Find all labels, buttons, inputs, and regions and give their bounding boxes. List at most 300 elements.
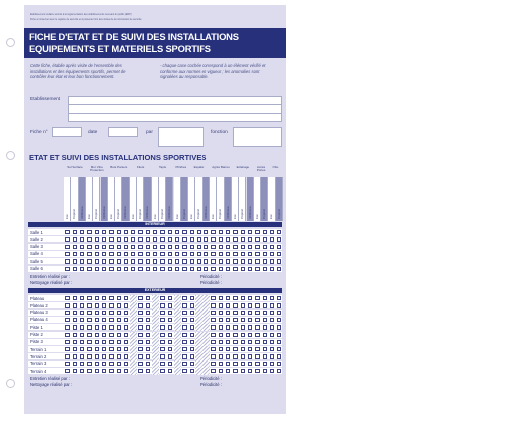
checkbox[interactable] xyxy=(80,245,84,249)
checkbox[interactable] xyxy=(124,340,128,344)
checkbox[interactable] xyxy=(95,252,99,256)
checkbox[interactable] xyxy=(146,354,150,358)
checkbox[interactable] xyxy=(270,311,274,315)
checkbox[interactable] xyxy=(168,303,172,307)
checkbox[interactable] xyxy=(95,303,99,307)
checkbox[interactable] xyxy=(109,237,113,241)
checkbox[interactable] xyxy=(95,230,99,234)
checkbox[interactable] xyxy=(146,333,150,337)
checkbox[interactable] xyxy=(124,296,128,300)
checkbox[interactable] xyxy=(160,369,164,373)
checkbox[interactable] xyxy=(233,369,237,373)
checkbox[interactable] xyxy=(109,296,113,300)
checkbox[interactable] xyxy=(190,325,194,329)
checkbox[interactable] xyxy=(109,245,113,249)
checkbox[interactable] xyxy=(95,318,99,322)
checkbox[interactable] xyxy=(175,245,179,249)
checkbox[interactable] xyxy=(73,259,77,263)
checkbox[interactable] xyxy=(277,347,281,351)
checkbox[interactable] xyxy=(117,318,121,322)
checkbox[interactable] xyxy=(95,325,99,329)
checkbox[interactable] xyxy=(109,354,113,358)
checkbox[interactable] xyxy=(95,237,99,241)
checkbox[interactable] xyxy=(263,259,267,263)
checkbox[interactable] xyxy=(109,369,113,373)
checkbox[interactable] xyxy=(102,237,106,241)
checkbox[interactable] xyxy=(102,259,106,263)
checkbox[interactable] xyxy=(80,311,84,315)
checkbox[interactable] xyxy=(270,340,274,344)
checkbox[interactable] xyxy=(190,237,194,241)
checkbox[interactable] xyxy=(146,252,150,256)
checkbox[interactable] xyxy=(138,230,142,234)
checkbox[interactable] xyxy=(219,340,223,344)
checkbox[interactable] xyxy=(124,333,128,337)
checkbox[interactable] xyxy=(146,369,150,373)
checkbox[interactable] xyxy=(255,311,259,315)
checkbox[interactable] xyxy=(168,245,172,249)
checkbox[interactable] xyxy=(160,296,164,300)
checkbox[interactable] xyxy=(102,318,106,322)
checkbox[interactable] xyxy=(226,347,230,351)
checkbox[interactable] xyxy=(226,259,230,263)
checkbox[interactable] xyxy=(160,325,164,329)
checkbox[interactable] xyxy=(263,311,267,315)
checkbox[interactable] xyxy=(146,296,150,300)
checkbox[interactable] xyxy=(87,318,91,322)
checkbox[interactable] xyxy=(124,252,128,256)
checkbox[interactable] xyxy=(233,296,237,300)
checkbox[interactable] xyxy=(204,252,208,256)
checkbox[interactable] xyxy=(248,237,252,241)
checkbox[interactable] xyxy=(211,230,215,234)
checkbox[interactable] xyxy=(102,230,106,234)
checkbox[interactable] xyxy=(204,245,208,249)
checkbox[interactable] xyxy=(241,259,245,263)
checkbox[interactable] xyxy=(160,267,164,271)
checkbox[interactable] xyxy=(233,325,237,329)
checkbox[interactable] xyxy=(270,296,274,300)
checkbox[interactable] xyxy=(138,267,142,271)
checkbox[interactable] xyxy=(138,354,142,358)
checkbox[interactable] xyxy=(168,325,172,329)
checkbox[interactable] xyxy=(146,303,150,307)
checkbox[interactable] xyxy=(241,333,245,337)
checkbox[interactable] xyxy=(270,259,274,263)
checkbox[interactable] xyxy=(153,230,157,234)
checkbox[interactable] xyxy=(270,354,274,358)
checkbox[interactable] xyxy=(190,318,194,322)
checkbox[interactable] xyxy=(241,252,245,256)
checkbox[interactable] xyxy=(65,267,69,271)
checkbox[interactable] xyxy=(255,259,259,263)
checkbox[interactable] xyxy=(95,267,99,271)
checkbox[interactable] xyxy=(248,347,252,351)
checkbox[interactable] xyxy=(117,311,121,315)
checkbox[interactable] xyxy=(255,354,259,358)
checkbox[interactable] xyxy=(219,259,223,263)
checkbox[interactable] xyxy=(263,303,267,307)
fonction-field[interactable] xyxy=(233,127,282,147)
checkbox[interactable] xyxy=(168,354,172,358)
checkbox[interactable] xyxy=(190,340,194,344)
checkbox[interactable] xyxy=(241,237,245,241)
checkbox[interactable] xyxy=(219,325,223,329)
checkbox[interactable] xyxy=(226,267,230,271)
checkbox[interactable] xyxy=(109,311,113,315)
checkbox[interactable] xyxy=(73,237,77,241)
checkbox[interactable] xyxy=(190,252,194,256)
checkbox[interactable] xyxy=(219,333,223,337)
checkbox[interactable] xyxy=(117,333,121,337)
checkbox[interactable] xyxy=(102,325,106,329)
checkbox[interactable] xyxy=(117,362,121,366)
checkbox[interactable] xyxy=(131,252,135,256)
checkbox[interactable] xyxy=(182,259,186,263)
checkbox[interactable] xyxy=(65,237,69,241)
checkbox[interactable] xyxy=(109,333,113,337)
checkbox[interactable] xyxy=(160,311,164,315)
checkbox[interactable] xyxy=(117,252,121,256)
checkbox[interactable] xyxy=(168,259,172,263)
checkbox[interactable] xyxy=(102,340,106,344)
checkbox[interactable] xyxy=(190,347,194,351)
checkbox[interactable] xyxy=(226,318,230,322)
checkbox[interactable] xyxy=(248,296,252,300)
checkbox[interactable] xyxy=(109,230,113,234)
checkbox[interactable] xyxy=(219,347,223,351)
checkbox[interactable] xyxy=(277,369,281,373)
checkbox[interactable] xyxy=(117,245,121,249)
checkbox[interactable] xyxy=(255,333,259,337)
checkbox[interactable] xyxy=(270,252,274,256)
checkbox[interactable] xyxy=(182,311,186,315)
checkbox[interactable] xyxy=(190,267,194,271)
checkbox[interactable] xyxy=(219,296,223,300)
checkbox[interactable] xyxy=(124,230,128,234)
checkbox[interactable] xyxy=(153,259,157,263)
checkbox[interactable] xyxy=(197,252,201,256)
checkbox[interactable] xyxy=(255,230,259,234)
checkbox[interactable] xyxy=(190,362,194,366)
checkbox[interactable] xyxy=(160,245,164,249)
checkbox[interactable] xyxy=(175,252,179,256)
checkbox[interactable] xyxy=(255,369,259,373)
checkbox[interactable] xyxy=(263,237,267,241)
checkbox[interactable] xyxy=(117,296,121,300)
checkbox[interactable] xyxy=(138,347,142,351)
checkbox[interactable] xyxy=(211,311,215,315)
checkbox[interactable] xyxy=(95,311,99,315)
checkbox[interactable] xyxy=(182,237,186,241)
checkbox[interactable] xyxy=(109,259,113,263)
checkbox[interactable] xyxy=(65,303,69,307)
checkbox[interactable] xyxy=(73,230,77,234)
checkbox[interactable] xyxy=(211,325,215,329)
checkbox[interactable] xyxy=(182,325,186,329)
checkbox[interactable] xyxy=(80,303,84,307)
checkbox[interactable] xyxy=(95,347,99,351)
checkbox[interactable] xyxy=(87,267,91,271)
checkbox[interactable] xyxy=(131,237,135,241)
checkbox[interactable] xyxy=(255,362,259,366)
checkbox[interactable] xyxy=(277,230,281,234)
checkbox[interactable] xyxy=(226,325,230,329)
checkbox[interactable] xyxy=(87,362,91,366)
checkbox[interactable] xyxy=(270,267,274,271)
checkbox[interactable] xyxy=(160,333,164,337)
checkbox[interactable] xyxy=(219,303,223,307)
checkbox[interactable] xyxy=(248,267,252,271)
checkbox[interactable] xyxy=(87,340,91,344)
checkbox[interactable] xyxy=(117,303,121,307)
checkbox[interactable] xyxy=(73,318,77,322)
par-field[interactable] xyxy=(158,127,204,147)
checkbox[interactable] xyxy=(87,369,91,373)
checkbox[interactable] xyxy=(160,340,164,344)
checkbox[interactable] xyxy=(182,303,186,307)
checkbox[interactable] xyxy=(131,230,135,234)
checkbox[interactable] xyxy=(138,237,142,241)
checkbox[interactable] xyxy=(204,267,208,271)
checkbox[interactable] xyxy=(270,325,274,329)
checkbox[interactable] xyxy=(233,333,237,337)
checkbox[interactable] xyxy=(146,230,150,234)
checkbox[interactable] xyxy=(73,296,77,300)
checkbox[interactable] xyxy=(226,369,230,373)
checkbox[interactable] xyxy=(277,267,281,271)
checkbox[interactable] xyxy=(87,333,91,337)
checkbox[interactable] xyxy=(168,340,172,344)
checkbox[interactable] xyxy=(211,303,215,307)
checkbox[interactable] xyxy=(248,303,252,307)
checkbox[interactable] xyxy=(131,267,135,271)
checkbox[interactable] xyxy=(241,354,245,358)
checkbox[interactable] xyxy=(160,252,164,256)
checkbox[interactable] xyxy=(168,362,172,366)
checkbox[interactable] xyxy=(263,296,267,300)
checkbox[interactable] xyxy=(95,333,99,337)
checkbox[interactable] xyxy=(80,340,84,344)
checkbox[interactable] xyxy=(233,311,237,315)
checkbox[interactable] xyxy=(182,347,186,351)
checkbox[interactable] xyxy=(95,369,99,373)
checkbox[interactable] xyxy=(270,318,274,322)
checkbox[interactable] xyxy=(73,245,77,249)
checkbox[interactable] xyxy=(124,303,128,307)
checkbox[interactable] xyxy=(277,296,281,300)
checkbox[interactable] xyxy=(80,362,84,366)
checkbox[interactable] xyxy=(219,267,223,271)
checkbox[interactable] xyxy=(263,245,267,249)
checkbox[interactable] xyxy=(80,237,84,241)
checkbox[interactable] xyxy=(248,245,252,249)
checkbox[interactable] xyxy=(270,347,274,351)
checkbox[interactable] xyxy=(226,252,230,256)
checkbox[interactable] xyxy=(182,245,186,249)
checkbox[interactable] xyxy=(263,340,267,344)
checkbox[interactable] xyxy=(211,369,215,373)
checkbox[interactable] xyxy=(87,354,91,358)
checkbox[interactable] xyxy=(211,347,215,351)
checkbox[interactable] xyxy=(248,369,252,373)
checkbox[interactable] xyxy=(138,333,142,337)
checkbox[interactable] xyxy=(263,347,267,351)
checkbox[interactable] xyxy=(255,325,259,329)
checkbox[interactable] xyxy=(87,237,91,241)
date-field[interactable] xyxy=(108,127,138,137)
checkbox[interactable] xyxy=(190,245,194,249)
checkbox[interactable] xyxy=(255,303,259,307)
checkbox[interactable] xyxy=(65,259,69,263)
checkbox[interactable] xyxy=(241,347,245,351)
checkbox[interactable] xyxy=(168,347,172,351)
checkbox[interactable] xyxy=(153,237,157,241)
checkbox[interactable] xyxy=(138,296,142,300)
checkbox[interactable] xyxy=(182,362,186,366)
checkbox[interactable] xyxy=(270,245,274,249)
checkbox[interactable] xyxy=(73,267,77,271)
checkbox[interactable] xyxy=(109,340,113,344)
checkbox[interactable] xyxy=(168,318,172,322)
checkbox[interactable] xyxy=(263,230,267,234)
checkbox[interactable] xyxy=(233,362,237,366)
checkbox[interactable] xyxy=(182,354,186,358)
checkbox[interactable] xyxy=(219,318,223,322)
checkbox[interactable] xyxy=(241,296,245,300)
checkbox[interactable] xyxy=(95,259,99,263)
checkbox[interactable] xyxy=(204,259,208,263)
checkbox[interactable] xyxy=(270,362,274,366)
checkbox[interactable] xyxy=(160,347,164,351)
checkbox[interactable] xyxy=(117,230,121,234)
checkbox[interactable] xyxy=(138,245,142,249)
checkbox[interactable] xyxy=(102,362,106,366)
checkbox[interactable] xyxy=(109,318,113,322)
checkbox[interactable] xyxy=(138,362,142,366)
checkbox[interactable] xyxy=(124,259,128,263)
checkbox[interactable] xyxy=(146,237,150,241)
checkbox[interactable] xyxy=(277,354,281,358)
checkbox[interactable] xyxy=(168,267,172,271)
checkbox[interactable] xyxy=(233,252,237,256)
checkbox[interactable] xyxy=(138,369,142,373)
checkbox[interactable] xyxy=(65,245,69,249)
checkbox[interactable] xyxy=(65,333,69,337)
checkbox[interactable] xyxy=(241,340,245,344)
checkbox[interactable] xyxy=(248,354,252,358)
checkbox[interactable] xyxy=(255,252,259,256)
checkbox[interactable] xyxy=(153,252,157,256)
checkbox[interactable] xyxy=(226,333,230,337)
checkbox[interactable] xyxy=(95,340,99,344)
checkbox[interactable] xyxy=(87,303,91,307)
checkbox[interactable] xyxy=(226,230,230,234)
checkbox[interactable] xyxy=(248,325,252,329)
checkbox[interactable] xyxy=(80,259,84,263)
checkbox[interactable] xyxy=(117,237,121,241)
checkbox[interactable] xyxy=(124,311,128,315)
checkbox[interactable] xyxy=(87,230,91,234)
checkbox[interactable] xyxy=(73,311,77,315)
checkbox[interactable] xyxy=(102,369,106,373)
checkbox[interactable] xyxy=(102,333,106,337)
checkbox[interactable] xyxy=(160,354,164,358)
checkbox[interactable] xyxy=(102,252,106,256)
checkbox[interactable] xyxy=(270,369,274,373)
checkbox[interactable] xyxy=(233,303,237,307)
checkbox[interactable] xyxy=(168,237,172,241)
checkbox[interactable] xyxy=(95,296,99,300)
checkbox[interactable] xyxy=(233,340,237,344)
checkbox[interactable] xyxy=(87,296,91,300)
checkbox[interactable] xyxy=(102,311,106,315)
checkbox[interactable] xyxy=(168,296,172,300)
checkbox[interactable] xyxy=(175,259,179,263)
checkbox[interactable] xyxy=(153,267,157,271)
checkbox[interactable] xyxy=(160,318,164,322)
checkbox[interactable] xyxy=(124,369,128,373)
checkbox[interactable] xyxy=(80,318,84,322)
checkbox[interactable] xyxy=(124,354,128,358)
checkbox[interactable] xyxy=(109,362,113,366)
checkbox[interactable] xyxy=(138,311,142,315)
checkbox[interactable] xyxy=(233,245,237,249)
checkbox[interactable] xyxy=(211,340,215,344)
checkbox[interactable] xyxy=(160,303,164,307)
checkbox[interactable] xyxy=(219,354,223,358)
checkbox[interactable] xyxy=(219,311,223,315)
checkbox[interactable] xyxy=(168,252,172,256)
checkbox[interactable] xyxy=(65,311,69,315)
checkbox[interactable] xyxy=(80,252,84,256)
checkbox[interactable] xyxy=(80,296,84,300)
checkbox[interactable] xyxy=(65,296,69,300)
checkbox[interactable] xyxy=(109,347,113,351)
checkbox[interactable] xyxy=(277,362,281,366)
checkbox[interactable] xyxy=(80,347,84,351)
checkbox[interactable] xyxy=(73,325,77,329)
checkbox[interactable] xyxy=(73,347,77,351)
checkbox[interactable] xyxy=(65,369,69,373)
checkbox[interactable] xyxy=(117,340,121,344)
checkbox[interactable] xyxy=(233,230,237,234)
checkbox[interactable] xyxy=(131,245,135,249)
checkbox[interactable] xyxy=(248,340,252,344)
checkbox[interactable] xyxy=(87,311,91,315)
checkbox[interactable] xyxy=(109,267,113,271)
checkbox[interactable] xyxy=(182,267,186,271)
checkbox[interactable] xyxy=(124,362,128,366)
checkbox[interactable] xyxy=(175,267,179,271)
checkbox[interactable] xyxy=(146,347,150,351)
checkbox[interactable] xyxy=(226,296,230,300)
checkbox[interactable] xyxy=(102,303,106,307)
checkbox[interactable] xyxy=(65,362,69,366)
checkbox[interactable] xyxy=(211,245,215,249)
checkbox[interactable] xyxy=(277,325,281,329)
checkbox[interactable] xyxy=(277,340,281,344)
checkbox[interactable] xyxy=(211,252,215,256)
checkbox[interactable] xyxy=(138,252,142,256)
checkbox[interactable] xyxy=(73,369,77,373)
checkbox[interactable] xyxy=(87,245,91,249)
checkbox[interactable] xyxy=(65,340,69,344)
checkbox[interactable] xyxy=(182,318,186,322)
checkbox[interactable] xyxy=(109,303,113,307)
checkbox[interactable] xyxy=(219,369,223,373)
checkbox[interactable] xyxy=(65,325,69,329)
